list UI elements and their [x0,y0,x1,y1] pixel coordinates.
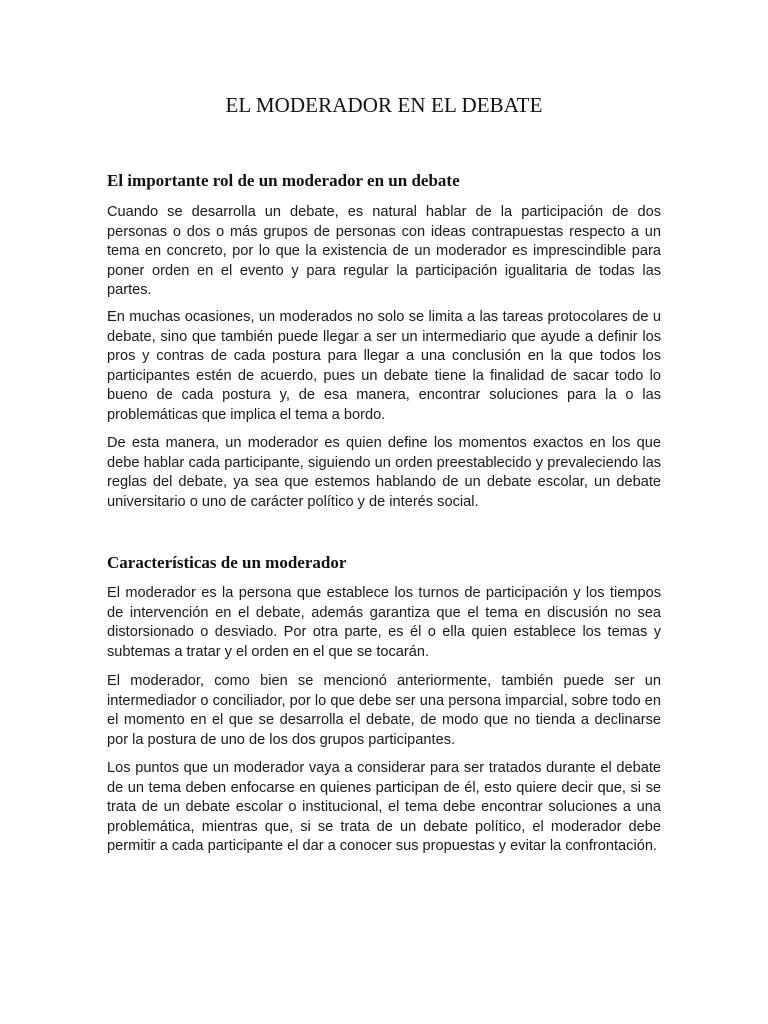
paragraph-caracteristicas-1: El moderador es la persona que establece los turnos de participación y los tiempos de intervención en el debate, además garantiza que el tema en discusión no sea distorsionado o desviado. Por otra parte, es él o ella quien establece los temas y subtemas a tratar y el orden en el que se tocarán. [107,585,661,660]
paragraph-caracteristicas-2: El moderador, como bien se mencionó anteriormente, también puede ser un intermediador o conciliador, por lo que debe ser una persona imparcial, sobre todo en el momento en el que se desarrolla el debate, de modo que no tienda a declinarse por la postura de uno de los dos grupos participantes. [107,673,661,748]
paragraph-rol-1: Cuando se desarrolla un debate, es natural hablar de la participación de dos personas o dos o más grupos de personas con ideas contrapuestas respecto a un tema en concreto, por lo que la existencia de un moderador es imprescindible para poner orden en el evento y para regular la participación igualitaria de todas las partes. [107,204,661,298]
document-title: EL MODERADOR EN EL DEBATE [225,93,543,117]
section-heading-rol: El importante rol de un moderador en un debate [107,171,460,190]
paragraph-rol-2: En muchas ocasiones, un moderados no solo se limita a las tareas protocolares de u debate, sino que también puede llegar a ser un intermediario que ayude a definir los pros y contras de cada postura para llegar a una conclusión en la que todos los participantes estén de acuerdo, pues un debate tiene la finalidad de sacar todo lo bueno de cada postura y, de esa manera, encontrar soluciones para la o las problemáticas que implica el tema a bordo. [107,309,661,423]
paragraph-caracteristicas-3: Los puntos que un moderador vaya a considerar para ser tratados durante el debate de un tema deben enfocarse en quienes participan de él, esto quiere decir que, si se trata de un debate escolar o institucional, el tema debe encontrar soluciones a una problemática, mientras que, si se trata de un debate político, el moderador debe permitir a cada participante el dar a conocer sus propuestas y evitar la confrontación. [107,760,661,854]
section-heading-caracteristicas: Características de un moderador [107,553,347,572]
paragraph-rol-3: De esta manera, un moderador es quien define los momentos exactos en los que debe hablar cada participante, siguiendo un orden preestablecido y prevaleciendo las reglas del debate, ya sea que estemos hablando de un debate escolar, un debate universitario o uno de carácter político y de interés social. [107,435,661,510]
